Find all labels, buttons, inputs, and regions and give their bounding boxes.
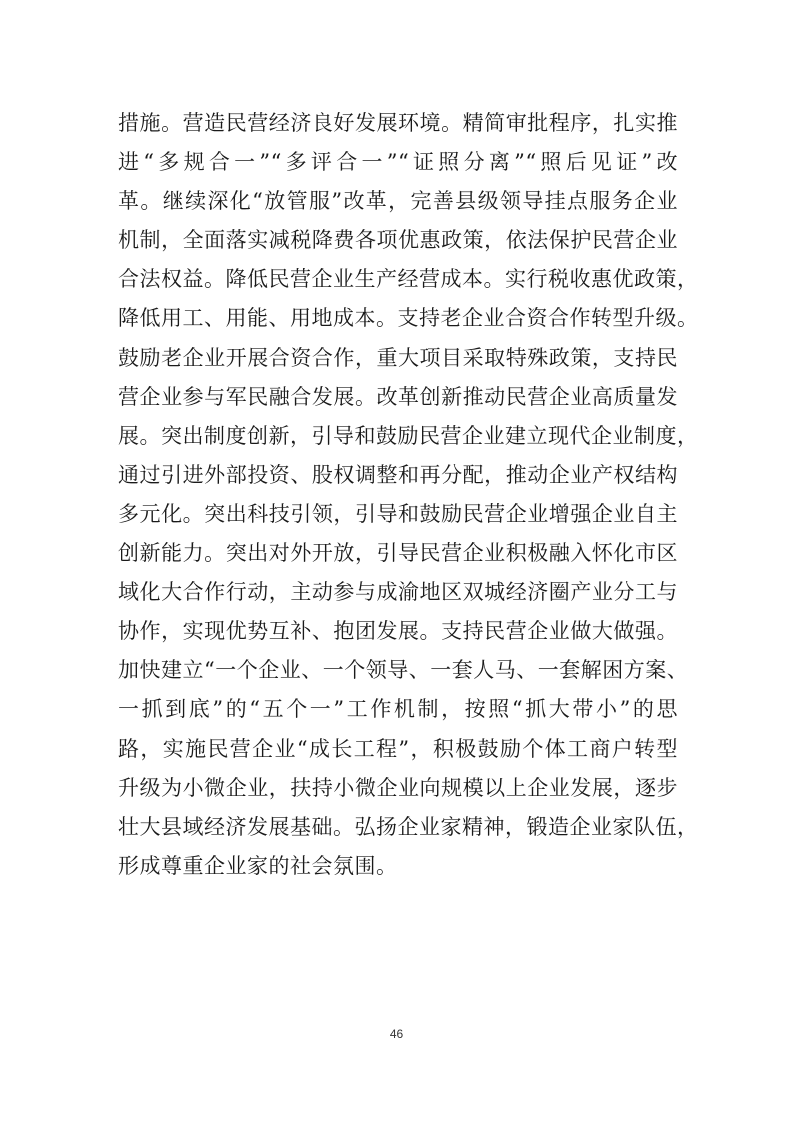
text-line: 措施。营造民营经济良好发展环境。精简审批程序，扎实推	[118, 111, 678, 135]
text-line: 创新能力。突出对外开放，引导民营企业积极融入怀化市区	[118, 541, 678, 566]
text-line: 革。继续深化“放管服”改革，完善县级领导挂点服务企业	[118, 189, 678, 214]
text-line: 域化大合作行动，主动参与成渝地区双城经济圈产业分工与	[118, 580, 678, 605]
text-line: 营企业参与军民融合发展。改革创新推动民营企业高质量发	[118, 384, 678, 409]
text-line: 机制，全面落实减税降费各项优惠政策，依法保护民营企业	[118, 228, 678, 253]
text-line: 形成尊重企业家的社会氛围。	[118, 853, 398, 878]
page-number: 46	[389, 1027, 404, 1041]
text-line: 一抓到底”的“五个一”工作机制，按照“抓大带小”的思	[118, 697, 678, 722]
body-text	[118, 104, 699, 886]
text-line: 升级为小微企业，扶持小微企业向规模以上企业发展，逐步	[118, 775, 678, 800]
text-line: 降低用工、用能、用地成本。支持老企业合资合作转型升级。	[118, 306, 699, 331]
text-line: 壮大县域经济发展基础。弘扬企业家精神，锻造企业家队伍，	[118, 814, 699, 839]
text-line: 路，实施民营企业“成长工程”，积极鼓励个体工商户转型	[118, 736, 678, 761]
text-line: 合法权益。降低民营企业生产经营成本。实行税收惠优政策，	[118, 267, 699, 292]
text-line: 鼓励老企业开展合资合作，重大项目采取特殊政策，支持民	[118, 345, 678, 370]
text-line: 协作，实现优势互补、抱团发展。支持民营企业做大做强。	[118, 619, 678, 644]
text-line: 多元化。突出科技引领，引导和鼓励民营企业增强企业自主	[118, 501, 678, 526]
text-line: 通过引进外部投资、股权调整和再分配，推动企业产权结构	[118, 462, 678, 487]
text-line: 加快建立“一个企业、一个领导、一套人马、一套解困方案、	[118, 658, 689, 683]
text-line: 进“多规合一”“多评合一”“证照分离”“照后见证”改	[118, 150, 678, 175]
text-line: 展。突出制度创新，引导和鼓励民营企业建立现代企业制度，	[118, 423, 699, 448]
